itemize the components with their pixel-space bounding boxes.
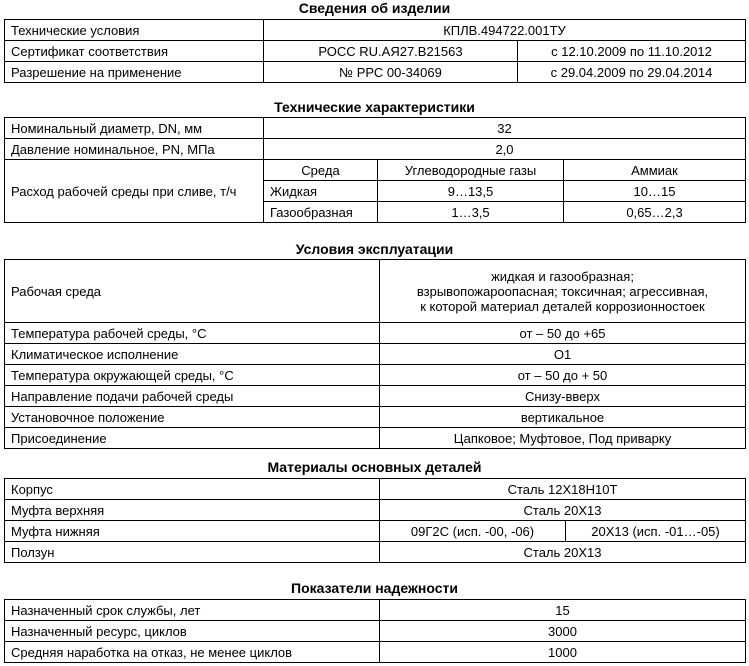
row-value: от – 50 до +65 [380, 323, 746, 344]
row-period: с 12.10.2009 по 11.10.2012 [518, 41, 746, 62]
section-title: Условия эксплуатации [295, 241, 454, 257]
table-row [5, 323, 746, 344]
row-value: О1 [380, 344, 746, 365]
tech-specs-table [4, 117, 746, 223]
row-label: Направление подачи рабочей среды [5, 386, 380, 407]
row-value: 20Х13 (исп. -01…-05) [566, 521, 746, 542]
row-label: Назначенный ресурс, циклов [5, 621, 380, 642]
working-medium-line: жидкая и газообразная; [491, 268, 634, 284]
row-value: 1000 [380, 642, 746, 663]
row-label: Муфта нижняя [5, 521, 380, 542]
table-row [5, 20, 746, 41]
table-row [5, 62, 746, 83]
flow-value: 1…3,5 [378, 202, 564, 223]
table-row [5, 118, 746, 139]
section-title: Материалы основных деталей [267, 459, 482, 475]
hydrocarbon-header: Углеводородные газы [378, 160, 564, 181]
flow-value: 9…13,5 [378, 181, 564, 202]
table-row [5, 621, 746, 642]
table-row [5, 542, 746, 563]
table-row [5, 344, 746, 365]
row-value: Снизу-вверх [380, 386, 746, 407]
table-row [5, 260, 746, 323]
row-label: Разрешение на применение [5, 62, 264, 83]
table-row [5, 139, 746, 160]
row-value: 32 [264, 118, 746, 139]
operating-conditions-table [4, 259, 746, 449]
table-row [5, 521, 746, 542]
medium-label: Газообразная [264, 202, 378, 223]
row-value: Цапковое; Муфтовое, Под приварку [380, 428, 746, 449]
row-value: Сталь 20Х13 [380, 500, 746, 521]
row-value: 3000 [380, 621, 746, 642]
table-row [5, 41, 746, 62]
row-value: № РРС 00-34069 [264, 62, 518, 83]
row-period: с 29.04.2009 по 29.04.2014 [518, 62, 746, 83]
medium-header: Среда [264, 160, 378, 181]
ammonia-header: Аммиак [564, 160, 746, 181]
section-title: Показатели надежности [291, 580, 458, 596]
row-value: КПЛВ.494722.001ТУ [264, 20, 746, 41]
row-label: Давление номинальное, PN, МПа [5, 139, 264, 160]
row-value: вертикальное [380, 407, 746, 428]
row-label: Температура рабочей среды, °С [5, 323, 380, 344]
table-row [5, 365, 746, 386]
medium-label: Жидкая [264, 181, 378, 202]
row-value: РОСС RU.АЯ27.В21563 [264, 41, 518, 62]
table-row [5, 386, 746, 407]
table-row [5, 479, 746, 500]
row-label: Муфта верхняя [5, 500, 380, 521]
row-value: 2,0 [264, 139, 746, 160]
table-row [5, 407, 746, 428]
table-row [5, 600, 746, 621]
section-title: Сведения об изделии [298, 0, 451, 16]
row-label: Корпус [5, 479, 380, 500]
working-medium-line: взрывопожароопасная; токсичная; агрессивная, [416, 283, 709, 299]
flow-value: 0,65…2,3 [564, 202, 746, 223]
row-label: Ползун [5, 542, 380, 563]
row-label: Назначенный срок службы, лет [5, 600, 380, 621]
row-value: 15 [380, 600, 746, 621]
materials-table [4, 478, 746, 563]
section-title: Технические характеристики [274, 99, 475, 115]
row-label: Присоединение [5, 428, 380, 449]
row-label: Номинальный диаметр, DN, мм [5, 118, 264, 139]
row-value: 09Г2С (исп. -00, -06) [380, 521, 566, 542]
row-value: Сталь 20Х13 [380, 542, 746, 563]
table-row [5, 642, 746, 663]
flow-label: Расход рабочей среды при сливе, т/ч [5, 160, 264, 223]
table-row [5, 160, 746, 181]
row-label: Установочное положение [5, 407, 380, 428]
row-label: Рабочая среда [5, 260, 380, 323]
row-label: Температура окружающей среды, °С [5, 365, 380, 386]
row-label: Технические условия [5, 20, 264, 41]
row-label: Климатическое исполнение [5, 344, 380, 365]
row-label: Сертификат соответствия [5, 41, 264, 62]
row-label: Средняя наработка на отказ, не менее циклов [5, 642, 380, 663]
reliability-table [4, 599, 746, 663]
product-info-table [4, 19, 746, 83]
table-row [5, 500, 746, 521]
working-medium-value [380, 260, 746, 323]
flow-value: 10…15 [564, 181, 746, 202]
row-value: Сталь 12Х18Н10Т [380, 479, 746, 500]
working-medium-line: к которой материал деталей коррозионностоек [420, 298, 705, 314]
table-row [5, 428, 746, 449]
row-value: от – 50 до + 50 [380, 365, 746, 386]
